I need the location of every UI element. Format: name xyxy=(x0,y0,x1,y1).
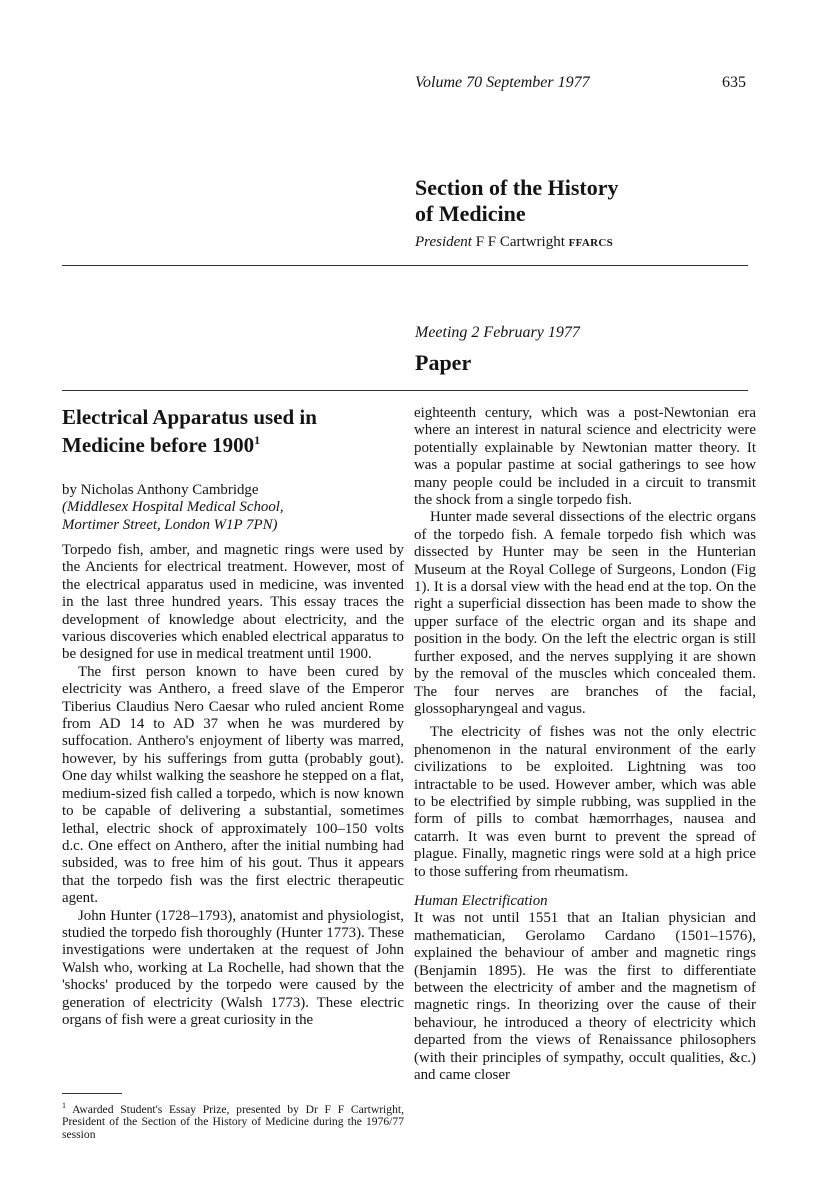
paragraph: Hunter made several dissections of the electric organs of the torpedo fish. A female torpedo fish which was dissected by Hunter may be seen in the Hunterian Museum at the Royal College of Surgeons, London (Fig 1). It is a dorsal view with the head end at the top. On the right a superficial dissection has been made to show the upper surface of the electric organ and its shape and position in the body. On the left the electric organ is still further exposed, and the nerves supplying it are shown by the removal of the muscles which concealed them. The four nerves are branches of the facial, glossopharyngeal and vagus. xyxy=(414,509,756,717)
footnote xyxy=(62,1100,404,1142)
paper-heading: Paper xyxy=(415,350,472,375)
section-divider xyxy=(62,265,748,266)
affiliation-line2: Mortimer Street, London W1P 7PN) xyxy=(62,516,278,533)
paragraph: John Hunter (1728–1793), anatomist and physiologist, studied the torpedo fish thoroughly (Hunter 1773). These investigations were undertaken at the request of John Walsh who, working at La Rochelle, had shown that the 'shocks' produced by the torpedo were caused by the generation of electricity (Walsh 1773). These electric organs of fish were a great curiosity in the xyxy=(62,907,404,1028)
right-column xyxy=(414,405,756,1084)
president-name: F F Cartwright xyxy=(475,234,565,250)
footnote-divider xyxy=(62,1093,122,1094)
article-title-line2: Medicine before 1900 xyxy=(62,433,255,457)
paragraph: The electricity of fishes was not the only electric phenomenon in the natural environment of the early civilizations to be exploited. Lightning was too intractable to be used. However amber, which was able to be electrified by simple rubbing, was supplied in the form of pills to combat hæmorrhages, nausea and catarrh. It was even burnt to prevent the spread of plague. Finally, magnetic rings were sold at a high price to those suffering from rheumatism. xyxy=(414,724,756,880)
section-title-line2: of Medicine xyxy=(415,201,526,226)
title-footnote-mark: 1 xyxy=(254,433,261,447)
article-title-line1: Electrical Apparatus used in xyxy=(62,405,317,429)
paragraph: eighteenth century, which was a post-Newtonian era where an interest in natural science and electricity were potentially explainable by Newtonian matter theory. It was a popular pastime at social gatherings to see how many people could be included in a circuit to transmit the shock from a single torpedo fish. xyxy=(414,405,756,509)
journal-header: Volume 70 September 1977 xyxy=(415,74,590,91)
paragraph: The first person known to have been cured by electricity was Anthero, a freed slave of the Emperor Tiberius Claudius Nero Caesar who ruled ancient Rome from AD 14 to AD 37 when he was murdered by suffocation. Anthero's enjoyment of liberty was marred, however, by his sufferings from gutta (probably gout). One day whilst walking the seashore he stepped on a flat, medium-sized fish called a torpedo, which is now known to be capable of delivering a substantial, sometimes lethal, electric shock of approximately 100–150 volts d.c. One effect on Anthero, after the initial numbing had subsided, was to free him of his gout. Thus it appears that the torpedo fish was the first electric therapeutic agent. xyxy=(62,663,404,907)
footnote-mark: 1 xyxy=(62,1101,66,1110)
president-line xyxy=(415,234,613,251)
left-column xyxy=(62,542,404,1029)
paragraph: Torpedo fish, amber, and magnetic rings were used by the Ancients for electrical treatment. However, most of the electrical apparatus used in medicine, was invented in the last three hundred years. This essay traces the development of knowledge about electricity, and the various discoveries which enabled electrical apparatus to be designed for use in medical treatment until 1900. xyxy=(62,542,404,663)
paper-divider xyxy=(62,390,748,391)
article-title xyxy=(62,406,404,457)
meeting-date: Meeting 2 February 1977 xyxy=(415,324,580,341)
section-title-line1: Section of the History xyxy=(415,175,619,200)
president-label: President xyxy=(415,234,472,250)
paragraph: It was not until 1551 that an Italian physician and mathematician, Gerolamo Cardano (1501–1576), explained the behaviour of amber and magnetic rings (Benjamin 1895). He was the first to differentiate between the electricity of amber and the magnetism of magnetic rings. In theorizing over the cause of their behaviour, he introduced a theory of electricity which departed from the views of Renaissance philosophers (with their principles of sympathy, occult qualities, &c.) and came closer xyxy=(414,910,756,1084)
author: by Nicholas Anthony Cambridge xyxy=(62,482,259,498)
byline xyxy=(62,482,404,534)
footnote-text: Awarded Student's Essay Prize, presented by Dr F F Cartwright, President of the Section of the History of Medicine during the 1976/77 session xyxy=(62,1102,404,1142)
page-number: 635 xyxy=(722,74,746,91)
subheading: Human Electrification xyxy=(414,892,548,909)
affiliation-line1: (Middlesex Hospital Medical School, xyxy=(62,499,284,516)
section-title xyxy=(415,175,755,227)
president-credentials: FFARCS xyxy=(568,237,613,249)
